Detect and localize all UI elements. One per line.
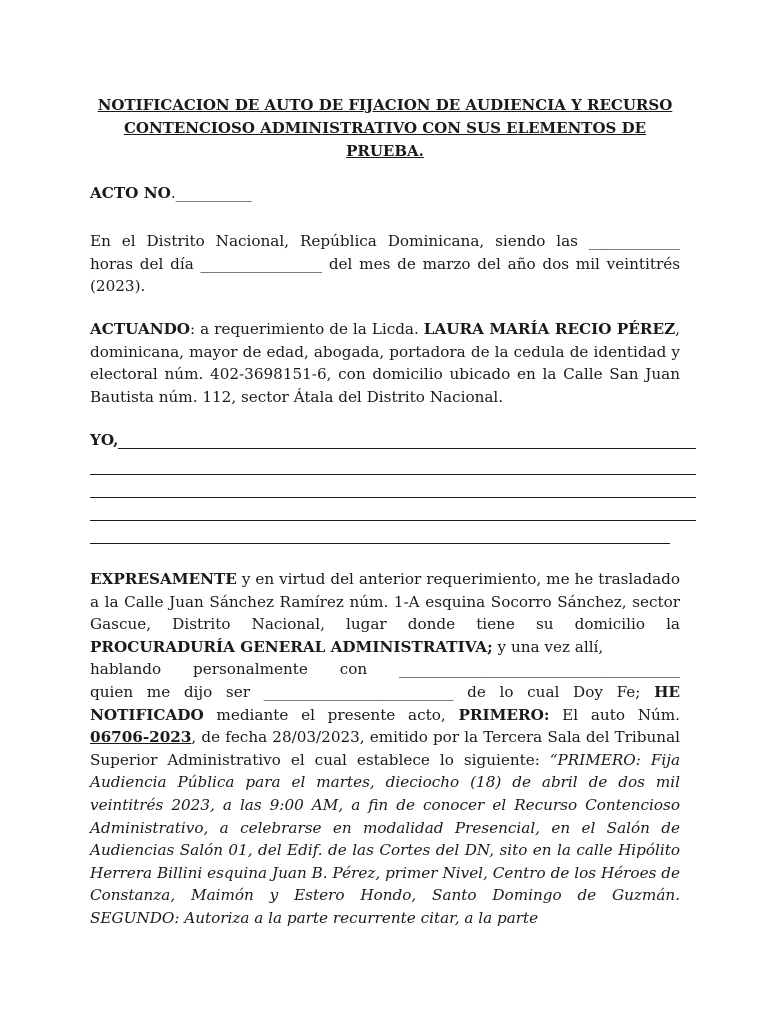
yo-line	[90, 430, 696, 452]
expresamente-text-2: y una vez allí,	[492, 637, 604, 656]
entity-name: PROCURADURÍA GENERAL ADMINISTRATIVA;	[90, 637, 493, 656]
yo-section	[90, 430, 696, 544]
expresamente-text-1: y en virtud del anterior requerimiento, me he trasladado a la Calle Juan Sánchez Ramírez núm. 1-A esquina Socorro Sánchez, sector Gascue, Distrito Nacional, lugar donde tiene su domicilio la	[90, 570, 680, 634]
notification-paragraph	[90, 681, 680, 930]
actuando-text-2: , dominicana, mayor de edad, abogada, portadora de la cedula de identidad y electoral núm. 402-3698151-6, con domicilio ubicado en la Calle San Juan Bautista núm. 112, sector Átala del Distrito Nacional.	[90, 320, 680, 406]
document-title: NOTIFICACION DE AUTO DE FIJACION DE AUDIENCIA Y RECURSO CONTENCIOSO ADMINISTRATIVO CON SUS ELEMENTOS DE PRUEBA.	[97, 96, 673, 160]
actuando-label: ACTUANDO	[90, 320, 191, 338]
actuando-paragraph	[90, 318, 680, 408]
expresamente-paragraph	[90, 568, 680, 658]
intro-line-1: En el Distrito Nacional, República Dominicana, siendo las ____________	[90, 232, 680, 250]
expresamente-section	[90, 568, 680, 930]
quoted-resolution: “PRIMERO: Fija Audiencia Pública para el martes, dieciocho (18) de abril de dos mil veintitrés 2023, a las 9:00 AM, a fin de conocer el Recurso Contencioso Administrativo, a celebrarse en modalidad Presencial, en el Salón de Audiencias Salón 01, del Edif. de las Cortes del DN, sito en la calle Hipólito Herrera Billini esquina Juan B. Pérez, primer Nivel, Centro de los Héroes de Constanza, Maimón y Estero Hondo, Santo Domingo de Guzmán. SEGUNDO: Autoriza a la parte recurrente citar, a la parte	[90, 750, 680, 927]
auto-number: 06706-2023	[90, 728, 192, 747]
acto-line	[90, 182, 680, 205]
expresamente-label: EXPRESAMENTE	[90, 570, 237, 588]
hablando-line: hablando personalmente con _____________________________________	[90, 660, 680, 679]
blank-line	[90, 498, 696, 521]
he-label: HE	[654, 682, 680, 701]
blank-line	[90, 452, 696, 475]
notification-text-4: El auto Núm.	[549, 705, 681, 724]
acto-label: ACTO NO	[90, 184, 171, 202]
intro-line-3: (2023).	[90, 277, 146, 296]
yo-blank-line	[118, 432, 696, 449]
intro-line-2: horas del día ________________ del mes de marzo del año dos mil veintitrés	[90, 254, 680, 273]
blank-line	[90, 475, 696, 498]
yo-label: YO,	[90, 431, 119, 450]
notificado-label: NOTIFICADO	[90, 705, 204, 724]
blank-line	[90, 521, 670, 544]
requester-name: LAURA MARÍA RECIO PÉREZ	[423, 320, 676, 338]
intro-paragraph	[90, 230, 680, 298]
notification-text-3: mediante el presente acto,	[203, 705, 459, 724]
acto-blank: .__________	[170, 184, 252, 202]
notification-text-5: , de fecha 28/03/2023, emitido por la Tercera Sala del Tribunal Superior Administrativo el cual establece lo siguiente:	[90, 728, 680, 769]
primero-label: PRIMERO:	[458, 705, 550, 724]
quien-text: quien me dijo ser _________________________ de lo cual Doy Fe;	[90, 682, 655, 701]
actuando-text-1: : a requerimiento de la Licda.	[190, 320, 424, 338]
